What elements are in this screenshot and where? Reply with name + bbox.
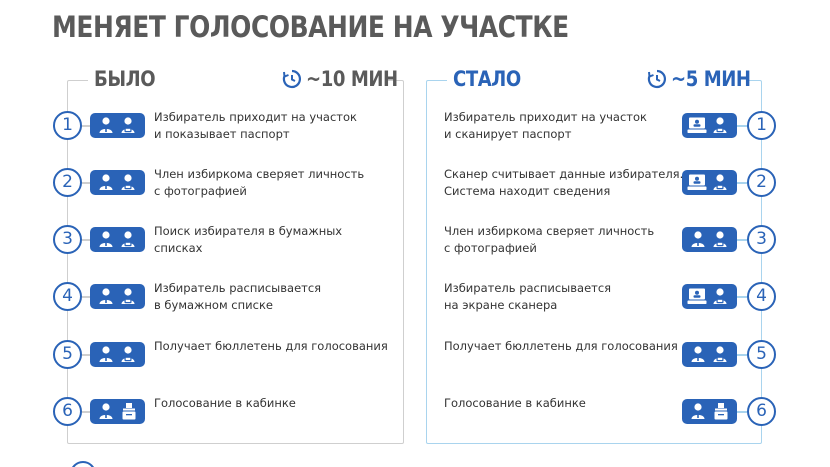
before-header [88,66,398,92]
step-row [0,220,830,260]
after-label: СТАЛО [453,67,521,91]
clock-icon [282,69,302,93]
step-row [0,335,830,375]
page-title: МЕНЯЕТ ГОЛОСОВАНИЕ НА УЧАСТКЕ [52,10,569,44]
step-number: 1 [53,111,82,140]
step-row [0,163,830,203]
step-text: Избиратель расписывается на экране сканера [444,281,612,312]
step-number: 4 [747,282,776,311]
step-number: 5 [53,340,82,369]
step-text: Получает бюллетень для голосования [444,339,678,353]
step-number: 6 [53,397,82,426]
connector-line [737,239,747,241]
step-text: Получает бюллетень для голосования [154,339,388,353]
step-text: Член избиркома сверяет личность с фотографией [444,224,655,255]
step-number: 4 [53,282,82,311]
step-number: 3 [747,225,776,254]
step-text: Голосование в кабинке [154,396,296,410]
after-header [447,66,751,92]
step-text: Сканер считывает данные избирателя. Система находит сведения [444,167,684,198]
before-label: БЫЛО [94,67,156,91]
step-number: 2 [53,168,82,197]
step-row [0,106,830,146]
step-text: Член избиркома сверяет личность с фотографией [154,167,365,198]
step-row [0,277,830,317]
step-number: 5 [747,340,776,369]
clock-icon [647,69,667,93]
before-time: ~10 МИН [306,67,398,91]
step-text: Избиратель приходит на участок и показывает паспорт [154,110,357,141]
step-row [0,392,830,432]
after-time: ~5 МИН [671,67,751,91]
connector-line [737,354,747,356]
step-text: Избиратель расписывается в бумажном списке [154,281,322,312]
connector-line [737,296,747,298]
connector-line [737,182,747,184]
step-text: Избиратель приходит на участок и сканирует паспорт [444,110,647,141]
step-number: 6 [747,397,776,426]
connector-line [737,125,747,127]
connector-line [737,411,747,413]
step-number: 2 [747,168,776,197]
step-number: 3 [53,225,82,254]
footer-circle [70,461,96,467]
step-text: Поиск избирателя в бумажных списках [154,224,343,255]
step-number: 1 [747,111,776,140]
step-text: Голосование в кабинке [444,396,586,410]
